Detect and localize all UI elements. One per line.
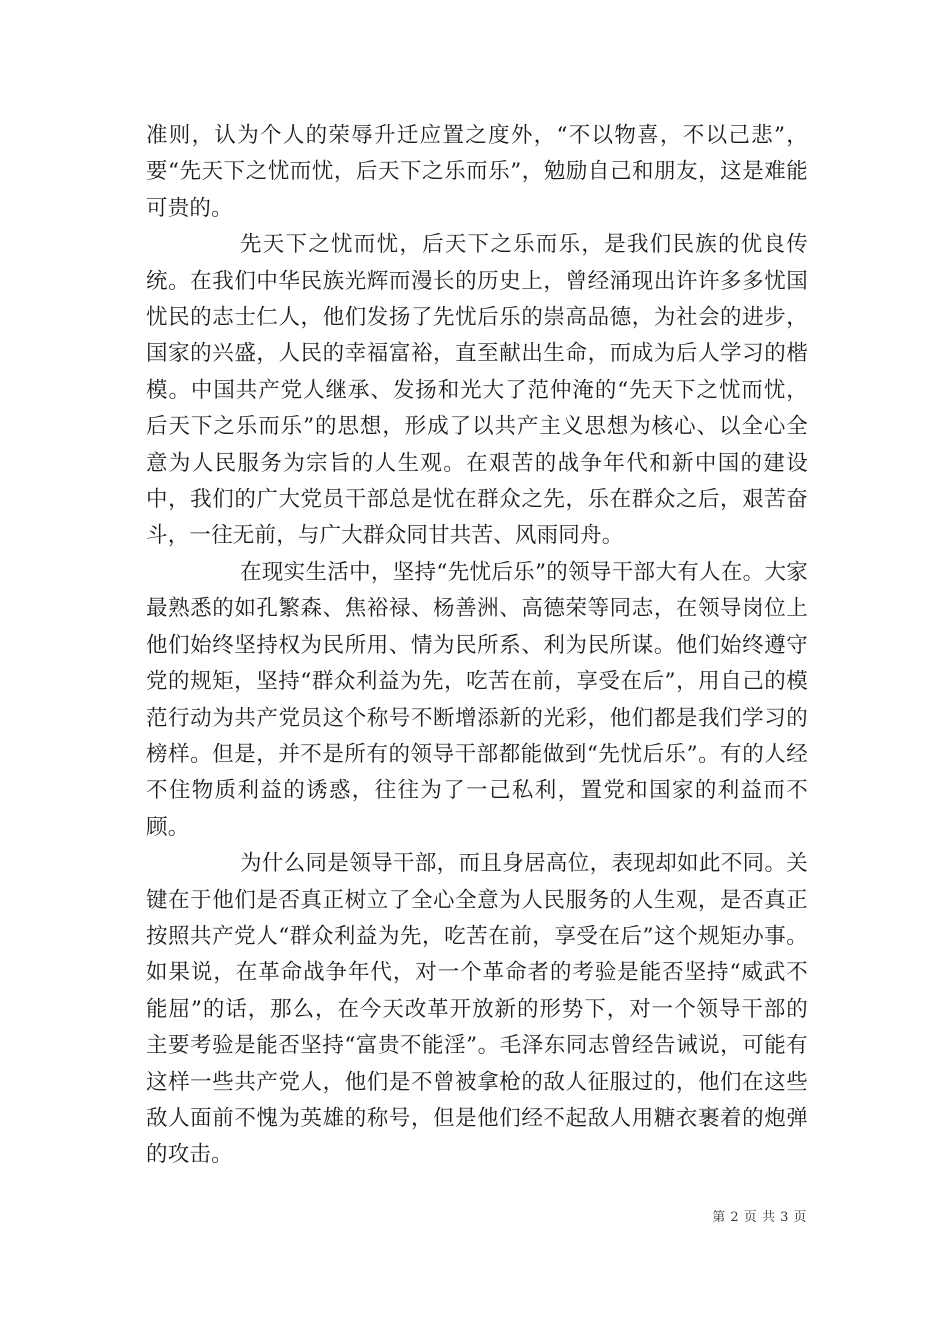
paragraph-2: 先天下之忧而忧，后天下之乐而乐，是我们民族的优良传统。在我们中华民族光辉而漫长的历史上，曾经涌现出许许多多忧国忧民的志士仁人，他们发扬了先忧后乐的崇高品德，为社会的进步，国家的兴盛，人民的幸福富裕，直至献出生命，而成为后人学习的楷模。中国共产党人继承、发扬和光大了范仲淹的“先天下之忧而忧，后天下之乐而乐”的思想，形成了以共产主义思想为核心、以全心全意为人民服务为宗旨的人生观。在艰苦的战争年代和新中国的建设中，我们的广大党员干部总是忧在群众之先，乐在群众之后，艰苦奋斗，一往无前，与广大群众同甘共苦、风雨同舟。 bbox=[146, 232, 808, 549]
paragraph-4: 为什么同是领导干部，而且身居高位，表现却如此不同。关键在于他们是否真正树立了全心全意为人民服务的人生观，是否真正按照共产党人“群众利益为先，吃苦在前，享受在后”这个规矩办事。如果说，在革命战争年代，对一个革命者的考验是能否坚持“威武不能屈”的话，那么，在今天改革开放新的形势下，对一个领导干部的主要考验是能否坚持“富贵不能淫”。毛泽东同志曾经告诫说，可能有这样一些共产党人，他们是不曾被拿枪的敌人征服过的，他们在这些敌人面前不愧为英雄的称号，但是他们经不起敌人用糖衣裹着的炮弹的攻击。 bbox=[146, 851, 808, 1168]
paragraph-1: 准则，认为个人的荣辱升迁应置之度外，“不以物喜，不以己悲”，要“先天下之忧而忧，后天下之乐而乐”，勉励自己和朋友，这是难能可贵的。 bbox=[146, 123, 808, 221]
paragraph-3: 在现实生活中，坚持“先忧后乐”的领导干部大有人在。大家最熟悉的如孔繁森、焦裕禄、杨善洲、高德荣等同志，在领导岗位上他们始终坚持权为民所用、情为民所系、利为民所谋。他们始终遵守党的规矩，坚持“群众利益为先，吃苦在前，享受在后”，用自己的模范行动为共产党员这个称号不断增添新的光彩，他们都是我们学习的榜样。但是，并不是所有的领导干部都能做到“先忧后乐”。有的人经不住物质利益的诱惑，往往为了一己私利，置党和国家的利益而不顾。 bbox=[146, 559, 808, 840]
body-text bbox=[146, 118, 808, 1174]
page-number-footer: 第 2 页 共 3 页 bbox=[712, 1210, 807, 1225]
